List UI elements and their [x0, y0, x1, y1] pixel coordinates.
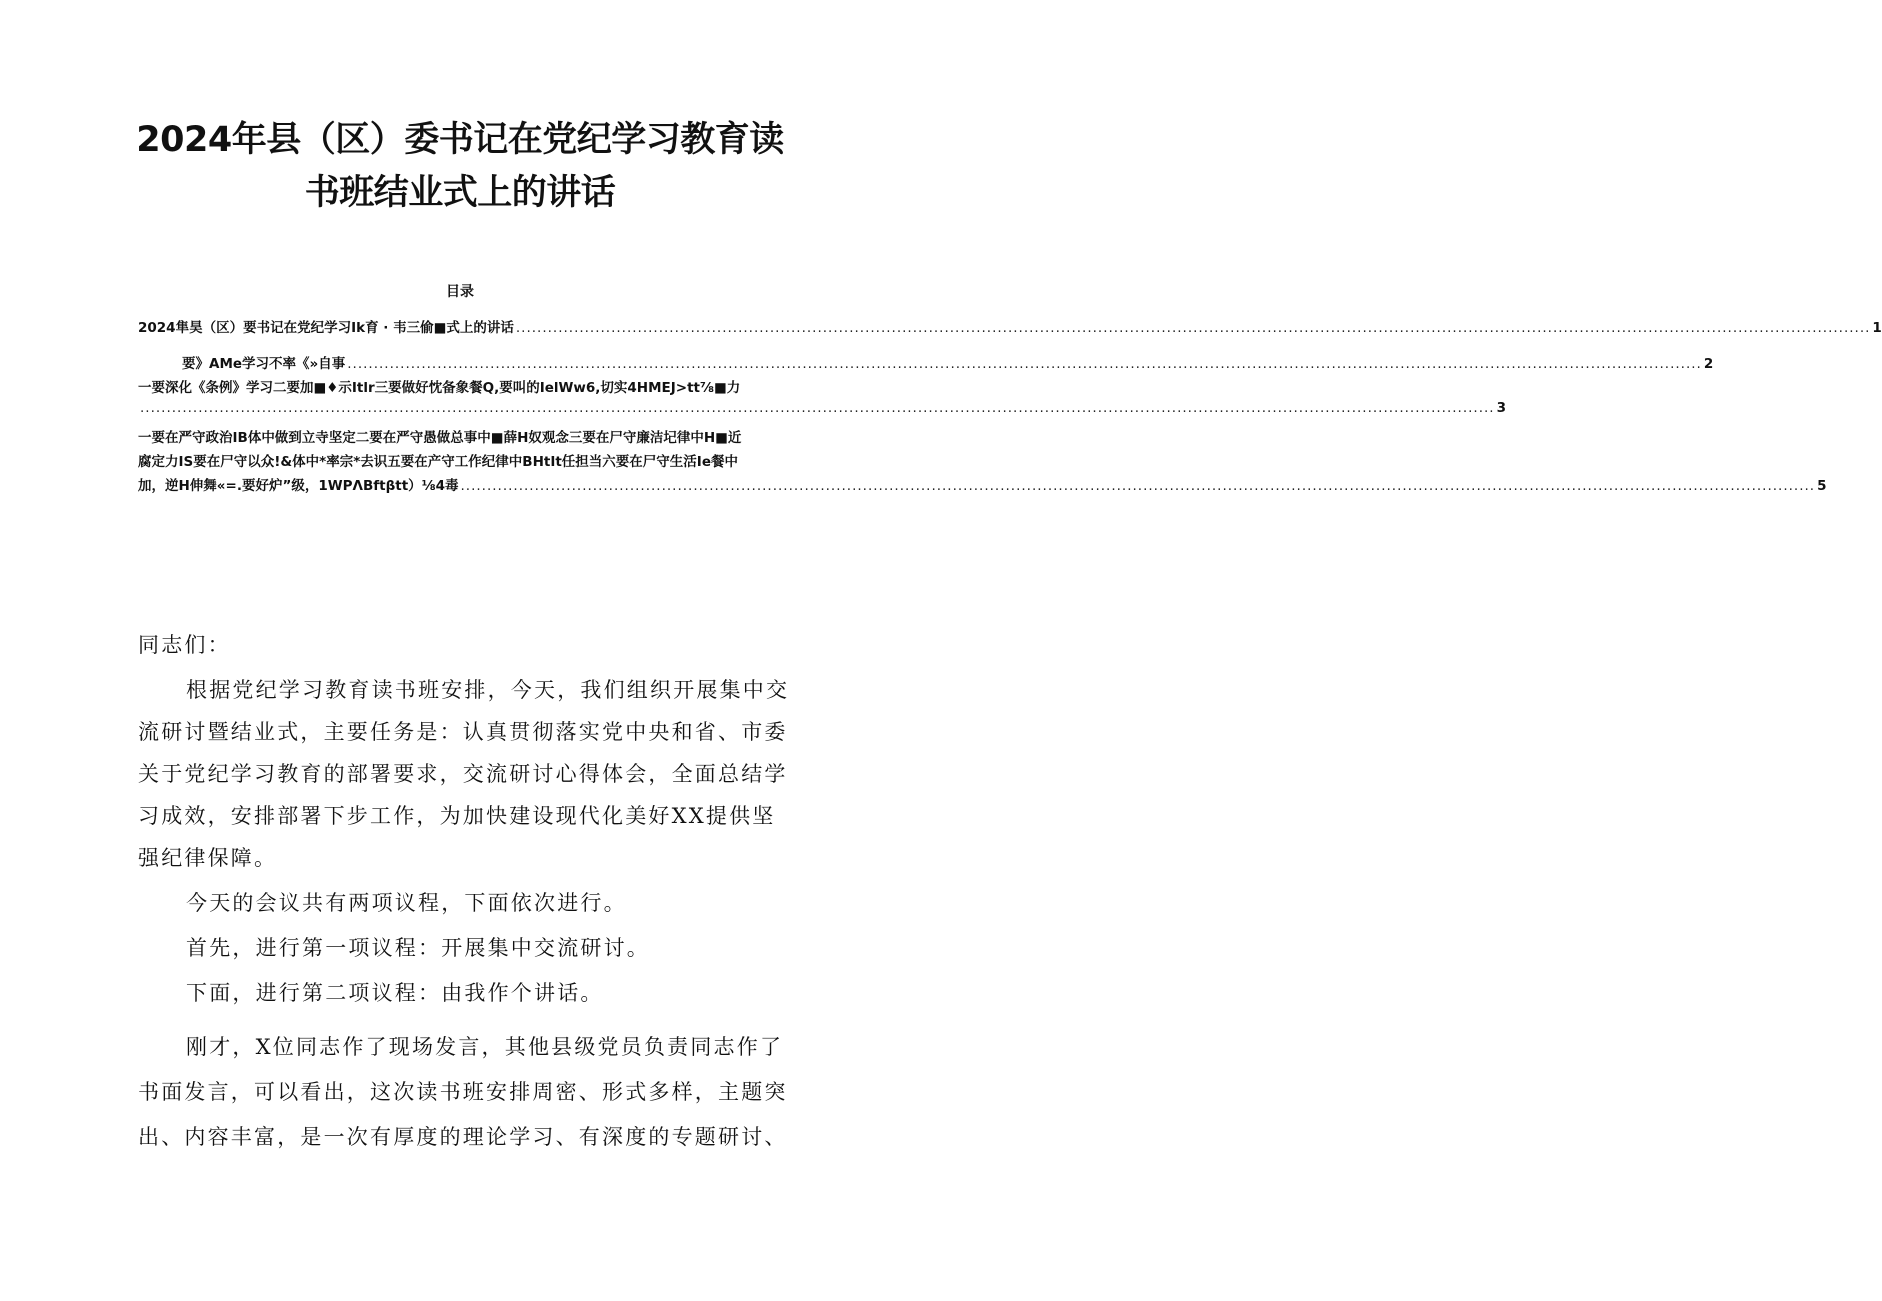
paragraph-5-line-1: 刚才，X位同志作了现场发言，其他县级党员负责同志作了 — [186, 1035, 784, 1059]
toc-entry-text: 要》AMe学习不率《»自事 — [182, 356, 346, 372]
toc-entry-4-text-line-1[interactable]: 一要在严守政治IB体中做到立寺坚定二要在严守愚做总事中■薛H奴观念三要在尸守廉洁圮律中H■近 — [138, 430, 742, 446]
toc-leader-dots — [140, 400, 1495, 416]
title-line-2: 书班结业式上的讲话 — [304, 173, 616, 213]
toc-entry-4-line-3[interactable] — [138, 474, 1827, 494]
toc-leader-dots — [461, 478, 1816, 494]
paragraph-1-line-3: 关于党纪学习教育的部署要求，交流研讨心得体会，全面总结学 — [138, 762, 788, 786]
toc-entry-3-leader[interactable] — [138, 400, 1506, 416]
paragraph-5-line-3: 出、内容丰富，是一次有厚度的理论学习、有深度的专题研讨、 — [138, 1125, 788, 1149]
toc-entry-1[interactable] — [138, 316, 1882, 336]
toc-entry-2[interactable] — [182, 352, 1714, 372]
paragraph-4: 下面，进行第二项议程：由我作个讲话。 — [186, 981, 604, 1005]
toc-leader-dots — [516, 320, 1871, 336]
toc-entry-text: 2024隼昊（区）要书记在党纪学习Ik育 · 韦三偷■式上的讲话 — [138, 320, 514, 336]
toc-leader-dots — [347, 356, 1702, 372]
paragraph-1-line-5: 强纪律保障。 — [138, 846, 278, 870]
paragraph-3: 首先，进行第一项议程：开展集中交流研讨。 — [186, 936, 650, 960]
paragraph-2: 今天的会议共有两项议程，下面依次进行。 — [186, 891, 627, 915]
toc-page-number: 3 — [1496, 400, 1506, 416]
toc-entry-text: 加，逆H伸舞«=.要好炉”级，1WPΛBftβtt）⅛4毒 — [138, 478, 459, 494]
paragraph-1-line-1: 根据党纪学习教育读书班安排，今天，我们组织开展集中交 — [186, 678, 790, 702]
paragraph-1-line-2: 流研讨暨结业式，主要任务是：认真贯彻落实党中央和省、市委 — [138, 720, 788, 744]
toc-heading: 目录 — [446, 284, 474, 300]
paragraph-5-line-2: 书面发言，可以看出，这次读书班安排周密、形式多样，主题突 — [138, 1080, 788, 1104]
title-line-1: 2024年县（区）委书记在党纪学习教育读 — [136, 120, 784, 160]
toc-page-number: 1 — [1872, 320, 1882, 336]
toc-entry-4-text-line-2[interactable]: 腐定力IS要在尸守以众!&体中*率宗*去识五要在产守工作纪律中BHtIt任担当六要在尸守生活Ie餐中 — [138, 454, 738, 470]
document-title — [100, 114, 820, 220]
toc-page-number: 2 — [1703, 356, 1714, 372]
toc-entry-3-text[interactable]: 一要深化《条例》学习二要加■♦示Itlr三要做好忱备象餐Q,要叫的IelWw6,切实4HMEJ>tt⅞■力 — [138, 380, 741, 396]
paragraph-1-line-4: 习成效，安排部署下步工作，为加快建设现代化美好XX提供坚 — [138, 804, 776, 828]
toc-page-number: 5 — [1817, 478, 1827, 494]
salutation: 同志们： — [138, 633, 231, 657]
